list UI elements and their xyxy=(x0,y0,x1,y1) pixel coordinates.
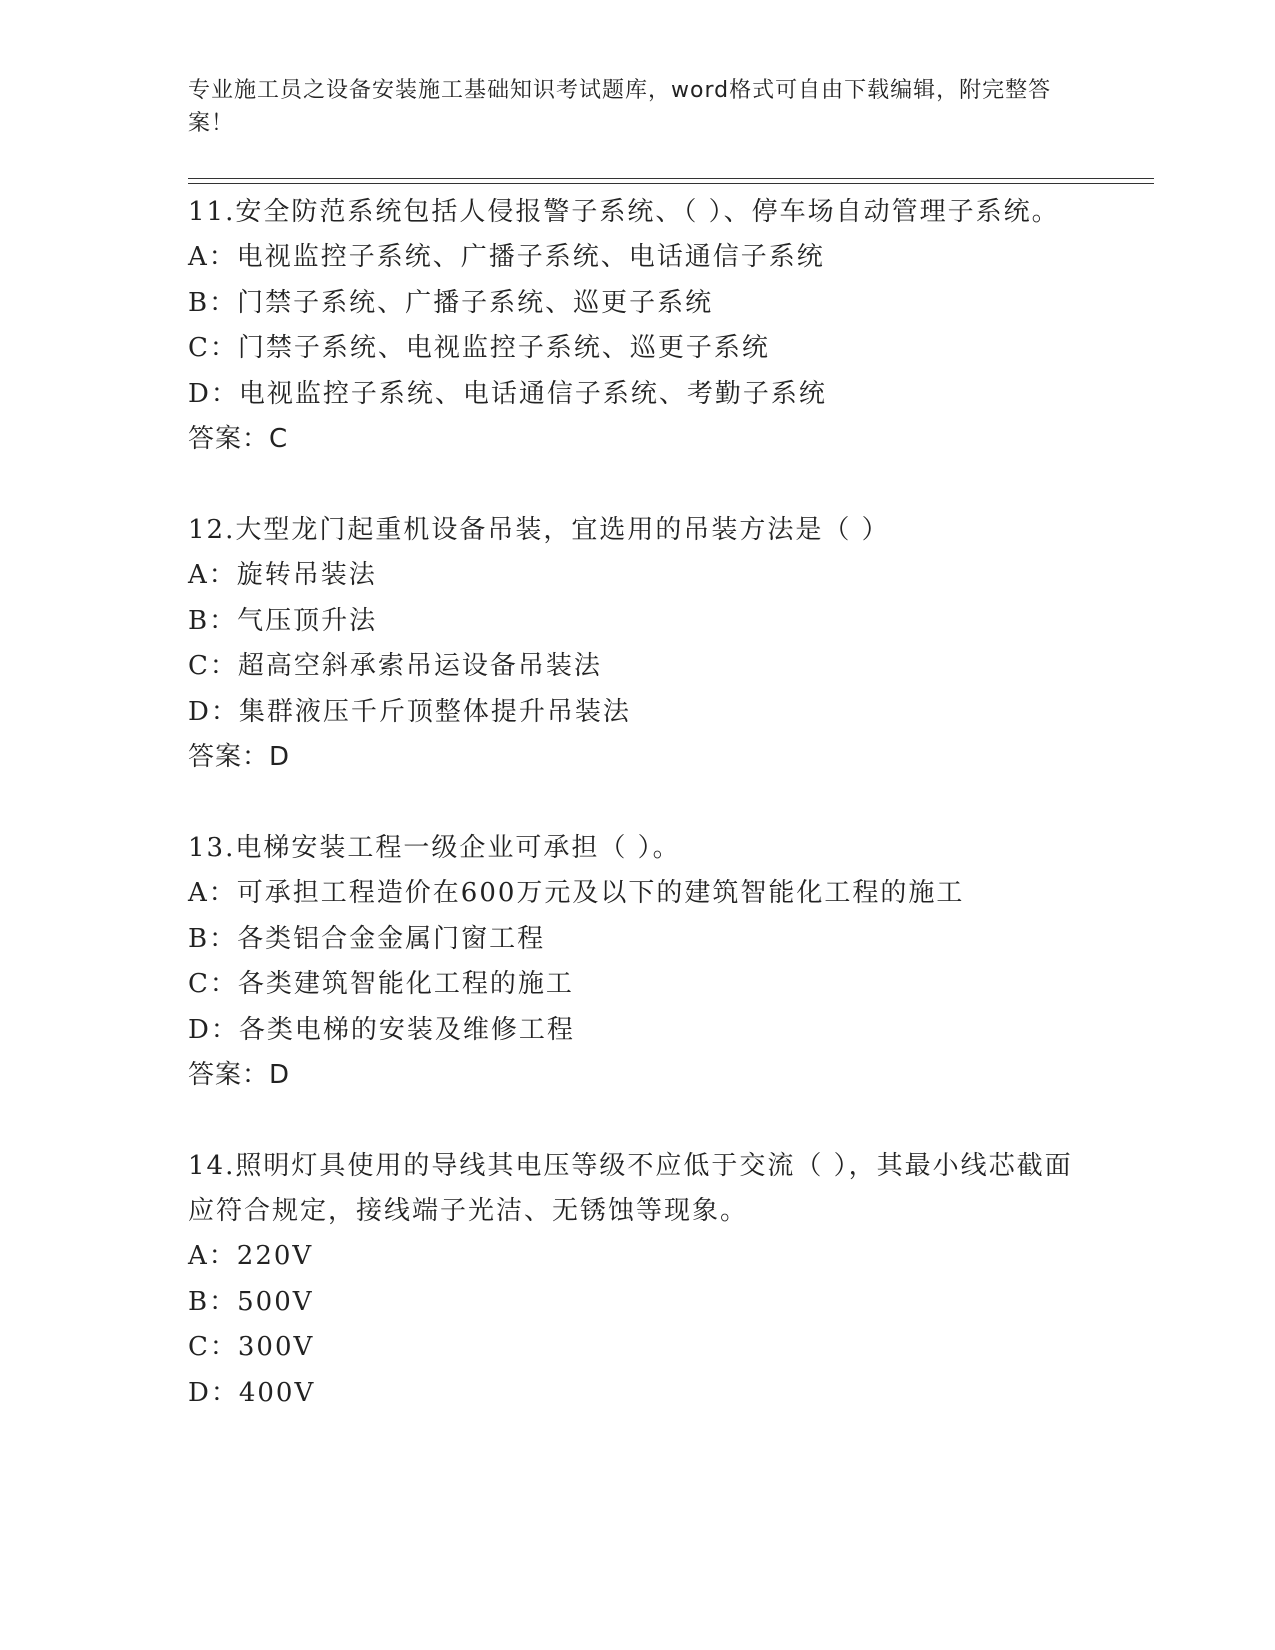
question-12 xyxy=(188,508,1088,780)
question-14 xyxy=(188,1144,1088,1416)
option-b: B：门禁子系统、广播子系统、巡更子系统 xyxy=(188,287,714,318)
option-c: C：各类建筑智能化工程的施工 xyxy=(188,969,574,999)
header-divider-top xyxy=(188,178,1154,179)
question-13 xyxy=(188,826,1088,1098)
option-b: B：500V xyxy=(188,1286,314,1317)
option-a: A：220V xyxy=(188,1241,314,1271)
option-d: D：电视监控子系统、电话通信子系统、考勤子系统 xyxy=(188,378,827,409)
option-d: D：400V xyxy=(188,1377,316,1408)
option-c: C：300V xyxy=(188,1332,315,1362)
option-b: B：气压顶升法 xyxy=(188,605,378,636)
option-a: A：电视监控子系统、广播子系统、电话通信子系统 xyxy=(188,242,825,272)
option-d: D：各类电梯的安装及维修工程 xyxy=(188,1014,575,1045)
option-b: B：各类铝合金金属门窗工程 xyxy=(188,923,546,954)
document-header: 专业施工员之设备安装施工基础知识考试题库，word格式可自由下载编辑，附完整答案！ xyxy=(188,78,1052,136)
question-stem: 11.安全防范系统包括人侵报警子系统、（ ）、停车场自动管理子系统。 xyxy=(188,197,1060,227)
question-11 xyxy=(188,190,1088,462)
question-stem: 12.大型龙门起重机设备吊装，宜选用的吊装方法是（ ） xyxy=(188,515,890,545)
option-a: A：旋转吊装法 xyxy=(188,560,377,590)
answer: 答案：D xyxy=(188,742,291,772)
question-stem: 14.照明灯具使用的导线其电压等级不应低于交流（ ），其最小线芯截面应符合规定，接线端子光洁、无锈蚀等现象。 xyxy=(188,1151,1073,1226)
question-list xyxy=(188,190,1088,1416)
question-stem: 13.电梯安装工程一级企业可承担（ ）。 xyxy=(188,833,681,863)
option-c: C：门禁子系统、电视监控子系统、巡更子系统 xyxy=(188,333,770,363)
header-divider-bottom xyxy=(188,183,1154,184)
answer: 答案：D xyxy=(188,1060,291,1090)
option-c: C：超高空斜承索吊运设备吊装法 xyxy=(188,651,602,681)
option-d: D：集群液压千斤顶整体提升吊装法 xyxy=(188,696,631,727)
option-a: A：可承担工程造价在600万元及以下的建筑智能化工程的施工 xyxy=(188,878,965,908)
answer: 答案：C xyxy=(188,424,289,454)
